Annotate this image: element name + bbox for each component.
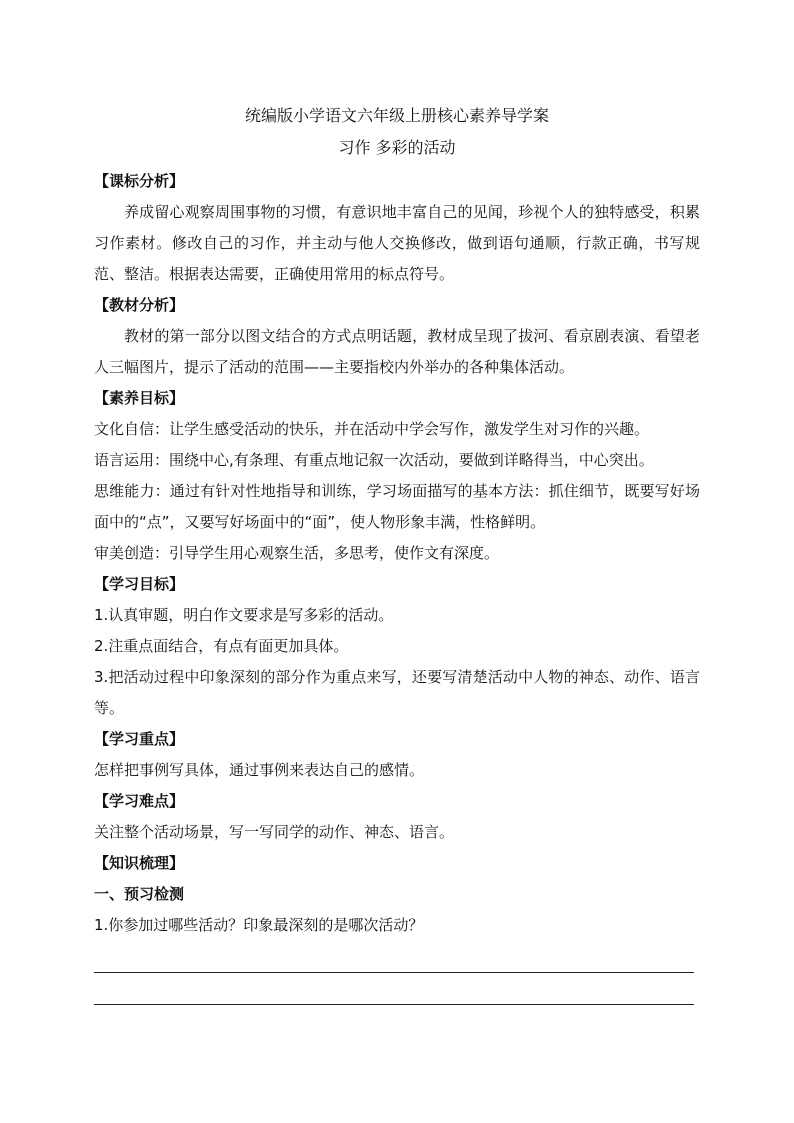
section-heading: 【知识梳理】 — [94, 854, 185, 872]
section-key-points — [94, 724, 700, 786]
literacy-item-culture: 文化自信：让学生感受活动的快乐，并在活动中学会写作，激发学生对习作的兴趣。 — [94, 420, 650, 438]
answer-line[interactable] — [94, 973, 694, 1005]
doc-subtitle: 习作 多彩的活动 — [338, 138, 456, 157]
section-curriculum — [94, 166, 700, 290]
section-heading: 【课标分析】 — [94, 172, 185, 190]
section-paragraph: 关注整个活动场景，写一写同学的动作、神态、语言。 — [94, 823, 455, 841]
section-knowledge — [94, 848, 700, 1005]
section-paragraph: 怎样把事例写具体，通过事例来表达自己的感情。 — [94, 761, 425, 779]
learning-goal-item: 3.把活动过程中印象深刻的部分作为重点来写，还要写清楚活动中人物的神态、动作、语言等。 — [94, 668, 700, 717]
section-heading: 【学习重点】 — [94, 730, 185, 748]
document-page — [94, 100, 700, 1005]
learning-goal-item: 1.认真审题，明白作文要求是写多彩的活动。 — [94, 606, 394, 624]
section-literacy — [94, 383, 700, 569]
section-heading: 【学习目标】 — [94, 575, 185, 593]
literacy-item-thinking: 思维能力：通过有针对性地指导和训练，学习场面描写的基本方法：抓住细节，既要写好场面中的“点”，又要写好场面中的“面”，使人物形象丰满，性格鲜明。 — [94, 482, 700, 531]
section-textbook — [94, 290, 700, 383]
section-heading: 【素养目标】 — [94, 389, 185, 407]
section-paragraph: 养成留心观察周围事物的习惯，有意识地丰富自己的见闻，珍视个人的独特感受，积累习作素材。修改自己的习作，并主动与他人交换修改，做到语句通顺，行款正确，书写规范、整洁。根据表达需要，正确使用常用的标点符号。 — [94, 203, 700, 283]
literacy-item-aesthetic: 审美创造：引导学生用心观察生活，多思考，使作文有深度。 — [94, 544, 500, 562]
sub-heading-preview-check: 一、预习检测 — [94, 885, 185, 903]
section-paragraph: 教材的第一部分以图文结合的方式点明话题，教材成呈现了拔河、看京剧表演、看望老人三幅图片，提示了活动的范围——主要指校内外举办的各种集体活动。 — [94, 327, 700, 376]
section-heading: 【学习难点】 — [94, 792, 185, 810]
literacy-item-language: 语言运用：围绕中心,有条理、有重点地记叙一次活动，要做到详略得当，中心突出。 — [94, 451, 654, 469]
section-learning-goals — [94, 569, 700, 724]
doc-title: 统编版小学语文六年级上册核心素养导学案 — [244, 106, 549, 125]
section-difficulties — [94, 786, 700, 848]
learning-goal-item: 2.注重点面结合，有点有面更加具体。 — [94, 637, 349, 655]
question-item: 1.你参加过哪些活动？印象最深刻的是哪次活动？ — [94, 916, 424, 934]
answer-line[interactable] — [94, 941, 694, 973]
section-heading: 【教材分析】 — [94, 296, 185, 314]
